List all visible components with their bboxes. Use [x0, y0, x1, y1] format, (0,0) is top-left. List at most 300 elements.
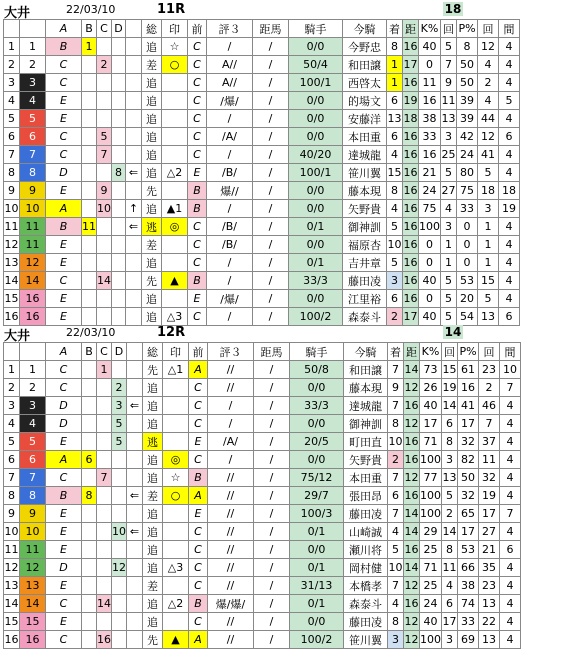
- table-row: [4, 128, 520, 146]
- jockey-cell: 藤本現: [343, 182, 387, 200]
- mark-c-cell: 1: [97, 361, 112, 379]
- distance-horse-cell: /: [254, 541, 290, 559]
- header-interval: 間: [499, 20, 520, 38]
- jockey-rate-cell: 40/20: [289, 146, 343, 164]
- header-mark-c: C: [97, 20, 112, 38]
- jockey-rate-cell: 0/1: [290, 559, 344, 577]
- position-cell: C: [188, 308, 207, 326]
- jockey-rate-cell: 0/1: [289, 254, 343, 272]
- horse-num-cell: 10: [20, 200, 46, 218]
- table-row: [4, 236, 520, 254]
- mark-c-cell: [97, 415, 112, 433]
- k-pct-cell: 40: [420, 397, 442, 415]
- k-pct-cell: 40: [420, 613, 442, 631]
- horse-num-cell: 6: [20, 451, 46, 469]
- finish-cell: 5: [388, 541, 404, 559]
- mark-d-cell: 5: [112, 415, 127, 433]
- mark-d-cell: [112, 218, 126, 236]
- header-runs-2: 回: [479, 343, 500, 361]
- mark-c-cell: [97, 254, 112, 272]
- grade-a-cell: E: [46, 541, 82, 559]
- eval-cell: //: [208, 577, 254, 595]
- table-row: [4, 290, 520, 308]
- mark-d-cell: [112, 451, 127, 469]
- position-cell: C: [189, 397, 208, 415]
- distance-cell: 16: [403, 200, 419, 218]
- interval-cell: 4: [499, 74, 520, 92]
- runs-2-cell: 22: [479, 613, 500, 631]
- jockey-rate-cell: 33/3: [289, 272, 343, 290]
- date-label: 22/03/10: [66, 3, 116, 16]
- p-pct-cell: 53: [458, 541, 479, 559]
- distance-cell: 16: [403, 290, 419, 308]
- distance-horse-cell: /: [253, 308, 289, 326]
- arrow-cell: ⇐: [126, 218, 142, 236]
- distance-cell: 16: [403, 146, 419, 164]
- distance-horse-cell: /: [253, 74, 289, 92]
- style-cell: 追: [143, 469, 163, 487]
- finish-cell: 2: [388, 451, 404, 469]
- mark-d-cell: 5: [112, 433, 127, 451]
- finish-cell: 6: [387, 92, 403, 110]
- mark-b-cell: [82, 631, 97, 649]
- finish-cell: 7: [388, 361, 404, 379]
- arrow-cell: [126, 110, 142, 128]
- distance-cell: 16: [404, 487, 420, 505]
- style-cell: 先: [143, 361, 163, 379]
- style-cell: 追: [143, 595, 163, 613]
- grade-a-cell: A: [46, 451, 82, 469]
- grade-a-cell: C: [46, 56, 82, 74]
- eval-cell: /: [207, 38, 253, 56]
- table-row: [4, 361, 521, 379]
- row-num-cell: 4: [4, 415, 20, 433]
- table-row: [4, 379, 521, 397]
- jockey-cell: 江里裕: [343, 290, 387, 308]
- row-num-cell: 13: [4, 254, 20, 272]
- header-mark-d: D: [112, 343, 127, 361]
- arrow-cell: [127, 451, 143, 469]
- header-p-pct: P%: [458, 343, 479, 361]
- mark-c-cell: [97, 451, 112, 469]
- k-pct-cell: 71: [420, 559, 442, 577]
- row-num-cell: 3: [4, 397, 20, 415]
- finish-cell: 7: [388, 505, 404, 523]
- runs-2-cell: 46: [479, 397, 500, 415]
- finish-cell: 8: [388, 613, 404, 631]
- row-num-cell: 11: [4, 218, 20, 236]
- mark-b-cell: [82, 361, 97, 379]
- header-eval: 評３: [208, 343, 254, 361]
- interval-cell: 4: [500, 613, 521, 631]
- race-table: [3, 19, 520, 326]
- jockey-rate-cell: 0/0: [289, 38, 343, 56]
- finish-cell: 10: [388, 559, 404, 577]
- grade-a-cell: E: [46, 433, 82, 451]
- k-pct-cell: 24: [419, 182, 441, 200]
- finish-cell: 4: [387, 200, 403, 218]
- grade-a-cell: C: [46, 469, 82, 487]
- mark-c-cell: [97, 236, 112, 254]
- header-finish: 着: [387, 20, 403, 38]
- arrow-cell: [127, 577, 143, 595]
- position-cell: C: [189, 577, 208, 595]
- field-count: 14: [444, 325, 462, 339]
- k-pct-cell: 16: [419, 92, 441, 110]
- header-interval: 間: [500, 343, 521, 361]
- eval-cell: //: [208, 487, 254, 505]
- jockey-rate-cell: 0/0: [289, 182, 343, 200]
- mark-d-cell: [112, 128, 126, 146]
- runs-2-cell: 1: [478, 254, 499, 272]
- header-arrow: [126, 20, 142, 38]
- grade-a-cell: E: [46, 110, 82, 128]
- mark-d-cell: [112, 361, 127, 379]
- header-arrow: [127, 343, 143, 361]
- eval-cell: //: [208, 505, 254, 523]
- arrow-cell: [127, 469, 143, 487]
- k-pct-cell: 16: [419, 146, 441, 164]
- style-cell: 追: [143, 523, 163, 541]
- grade-a-cell: B: [46, 218, 82, 236]
- mark-c-cell: [97, 613, 112, 631]
- mark-b-cell: [82, 469, 97, 487]
- grade-a-cell: C: [46, 361, 82, 379]
- race-header: [0, 2, 582, 19]
- mark-symbol-cell: [163, 415, 189, 433]
- mark-d-cell: [112, 290, 126, 308]
- mark-symbol-cell: ▲: [163, 631, 189, 649]
- horse-num-cell: 16: [20, 631, 46, 649]
- interval-cell: 4: [499, 236, 520, 254]
- horse-num-cell: 4: [20, 92, 46, 110]
- eval-cell: 爆/爆/: [208, 595, 254, 613]
- distance-cell: 16: [403, 74, 419, 92]
- p-pct-cell: 74: [458, 595, 479, 613]
- grade-a-cell: E: [46, 577, 82, 595]
- header-grade-a: A: [46, 20, 82, 38]
- position-cell: C: [188, 92, 207, 110]
- distance-horse-cell: /: [254, 361, 290, 379]
- runs-2-cell: 12: [478, 128, 499, 146]
- runs-2-cell: 5: [478, 164, 499, 182]
- position-cell: C: [188, 38, 207, 56]
- style-cell: 追: [142, 92, 162, 110]
- mark-d-cell: [112, 595, 127, 613]
- distance-cell: 14: [404, 361, 420, 379]
- mark-d-cell: [112, 631, 127, 649]
- table-row: [4, 92, 520, 110]
- horse-num-cell: 11: [20, 236, 46, 254]
- mark-symbol-cell: △2: [162, 164, 188, 182]
- venue-label: 大井: [4, 329, 31, 344]
- row-num-cell: 3: [4, 74, 20, 92]
- arrow-cell: ⇐: [127, 397, 143, 415]
- runs-2-cell: 17: [479, 505, 500, 523]
- horse-num-cell: 12: [20, 254, 46, 272]
- horse-num-cell: 7: [20, 146, 46, 164]
- k-pct-cell: 40: [419, 308, 441, 326]
- row-num-cell: 7: [4, 146, 20, 164]
- finish-cell: 2: [387, 308, 403, 326]
- p-pct-cell: 41: [458, 397, 479, 415]
- grade-a-cell: B: [46, 487, 82, 505]
- mark-c-cell: 14: [97, 595, 112, 613]
- arrow-cell: [127, 505, 143, 523]
- runs-2-cell: 19: [479, 487, 500, 505]
- jockey-cell: 瀬川将: [344, 541, 388, 559]
- runs-2-cell: 2: [478, 74, 499, 92]
- position-cell: C: [188, 218, 207, 236]
- horse-num-cell: 4: [20, 415, 46, 433]
- p-pct-cell: 50: [457, 56, 478, 74]
- eval-cell: //: [208, 541, 254, 559]
- distance-horse-cell: /: [254, 433, 290, 451]
- mark-b-cell: [82, 56, 97, 74]
- mark-symbol-cell: ◎: [162, 218, 188, 236]
- table-row: [4, 577, 521, 595]
- header-mark-symbol: 印: [162, 20, 188, 38]
- runs-cell: 3: [442, 631, 458, 649]
- k-pct-cell: 21: [419, 164, 441, 182]
- mark-b-cell: [82, 74, 97, 92]
- mark-c-cell: 16: [97, 631, 112, 649]
- runs-cell: 7: [441, 56, 457, 74]
- jockey-cell: 吉井章: [343, 254, 387, 272]
- distance-horse-cell: /: [254, 523, 290, 541]
- mark-d-cell: [112, 541, 127, 559]
- distance-horse-cell: /: [253, 290, 289, 308]
- mark-d-cell: [112, 236, 126, 254]
- p-pct-cell: 32: [458, 433, 479, 451]
- race-block-12r: [0, 325, 582, 647]
- mark-b-cell: 6: [82, 451, 97, 469]
- distance-horse-cell: /: [253, 92, 289, 110]
- distance-cell: 12: [404, 469, 420, 487]
- grade-a-cell: C: [46, 146, 82, 164]
- mark-symbol-cell: ☆: [162, 38, 188, 56]
- distance-cell: 14: [404, 523, 420, 541]
- p-pct-cell: 42: [457, 128, 478, 146]
- style-cell: 差: [143, 487, 163, 505]
- distance-horse-cell: /: [254, 577, 290, 595]
- p-pct-cell: 39: [457, 110, 478, 128]
- table-row: [4, 595, 521, 613]
- mark-symbol-cell: [163, 577, 189, 595]
- mark-d-cell: [112, 146, 126, 164]
- table-row: [4, 631, 521, 649]
- finish-cell: 4: [387, 146, 403, 164]
- eval-cell: /: [208, 397, 254, 415]
- eval-cell: /爆/: [207, 290, 253, 308]
- mark-b-cell: [82, 613, 97, 631]
- eval-cell: //: [208, 559, 254, 577]
- header-position: 前: [188, 20, 207, 38]
- mark-d-cell: [112, 110, 126, 128]
- runs-cell: 3: [441, 218, 457, 236]
- jockey-cell: 的場文: [343, 92, 387, 110]
- mark-c-cell: 7: [97, 146, 112, 164]
- distance-horse-cell: /: [254, 397, 290, 415]
- position-cell: E: [188, 164, 207, 182]
- p-pct-cell: 0: [457, 236, 478, 254]
- distance-horse-cell: /: [253, 272, 289, 290]
- k-pct-cell: 40: [419, 38, 441, 56]
- header-distance: 距: [403, 20, 419, 38]
- header-distance-horse: 距馬: [253, 20, 289, 38]
- row-num-cell: 10: [4, 523, 20, 541]
- mark-b-cell: 11: [82, 218, 97, 236]
- header-k-pct: K%: [420, 343, 442, 361]
- finish-cell: 7: [388, 577, 404, 595]
- jockey-cell: 矢野貴: [343, 200, 387, 218]
- runs-2-cell: 27: [479, 523, 500, 541]
- arrow-cell: ⇐: [127, 487, 143, 505]
- mark-b-cell: [82, 541, 97, 559]
- jockey-cell: 藤田凌: [343, 272, 387, 290]
- distance-horse-cell: /: [254, 631, 290, 649]
- row-num-cell: 5: [4, 110, 20, 128]
- mark-b-cell: 8: [82, 487, 97, 505]
- eval-cell: /: [207, 200, 253, 218]
- p-pct-cell: 53: [457, 272, 478, 290]
- header-eval: 評３: [207, 20, 253, 38]
- mark-d-cell: [112, 308, 126, 326]
- runs-2-cell: 2: [479, 379, 500, 397]
- mark-d-cell: [112, 74, 126, 92]
- style-cell: 先: [142, 182, 162, 200]
- interval-cell: 4: [499, 218, 520, 236]
- k-pct-cell: 33: [419, 128, 441, 146]
- table-row: [4, 397, 521, 415]
- distance-cell: 17: [403, 56, 419, 74]
- row-num-cell: 6: [4, 451, 20, 469]
- row-num-cell: 4: [4, 92, 20, 110]
- arrow-cell: [126, 236, 142, 254]
- p-pct-cell: 32: [458, 487, 479, 505]
- table-row: [4, 308, 520, 326]
- runs-cell: 2: [442, 505, 458, 523]
- distance-horse-cell: /: [253, 146, 289, 164]
- mark-d-cell: [112, 577, 127, 595]
- jockey-rate-cell: 100/2: [290, 631, 344, 649]
- table-row: [4, 164, 520, 182]
- distance-cell: 12: [404, 631, 420, 649]
- k-pct-cell: 0: [419, 254, 441, 272]
- distance-cell: 16: [404, 595, 420, 613]
- runs-2-cell: 1: [478, 218, 499, 236]
- style-cell: 追: [142, 128, 162, 146]
- runs-cell: 11: [441, 92, 457, 110]
- header-k-pct: K%: [419, 20, 441, 38]
- table-row: [4, 218, 520, 236]
- style-cell: 差: [142, 56, 162, 74]
- mark-b-cell: 1: [82, 38, 97, 56]
- position-cell: A: [189, 631, 208, 649]
- jockey-cell: 和田譲: [343, 56, 387, 74]
- runs-2-cell: 5: [478, 290, 499, 308]
- mark-symbol-cell: [162, 92, 188, 110]
- finish-cell: 5: [387, 218, 403, 236]
- mark-b-cell: [82, 200, 97, 218]
- style-cell: 追: [143, 379, 163, 397]
- style-cell: 追: [142, 308, 162, 326]
- table-row: [4, 451, 521, 469]
- k-pct-cell: 29: [420, 523, 442, 541]
- jockey-cell: 御神訓: [344, 415, 388, 433]
- k-pct-cell: 0: [419, 56, 441, 74]
- mark-c-cell: [97, 38, 112, 56]
- jockey-rate-cell: 100/1: [289, 164, 343, 182]
- jockey-cell: 藤田凌: [344, 505, 388, 523]
- distance-horse-cell: /: [254, 415, 290, 433]
- horse-num-cell: 6: [20, 128, 46, 146]
- mark-b-cell: [82, 559, 97, 577]
- p-pct-cell: 69: [458, 631, 479, 649]
- runs-cell: 5: [441, 290, 457, 308]
- k-pct-cell: 38: [419, 110, 441, 128]
- table-row: [4, 415, 521, 433]
- style-cell: 追: [142, 38, 162, 56]
- grade-a-cell: B: [46, 38, 82, 56]
- race-number: 12R: [157, 325, 186, 340]
- interval-cell: 4: [500, 577, 521, 595]
- jockey-cell: 安藤洋: [343, 110, 387, 128]
- mark-c-cell: 5: [97, 128, 112, 146]
- runs-cell: 6: [442, 415, 458, 433]
- runs-2-cell: 13: [478, 308, 499, 326]
- jockey-cell: 本田重: [343, 128, 387, 146]
- runs-cell: 9: [441, 74, 457, 92]
- position-cell: B: [188, 200, 207, 218]
- grade-a-cell: A: [46, 200, 82, 218]
- jockey-rate-cell: 0/0: [289, 236, 343, 254]
- mark-symbol-cell: ▲1: [162, 200, 188, 218]
- table-row: [4, 541, 521, 559]
- jockey-rate-cell: 0/1: [290, 595, 344, 613]
- mark-b-cell: [82, 272, 97, 290]
- eval-cell: /: [207, 254, 253, 272]
- style-cell: 追: [143, 541, 163, 559]
- finish-cell: 4: [388, 595, 404, 613]
- header-row: [4, 343, 521, 361]
- jockey-rate-cell: 20/5: [290, 433, 344, 451]
- runs-cell: 3: [441, 128, 457, 146]
- header-row-num: [4, 343, 20, 361]
- runs-cell: 4: [442, 577, 458, 595]
- interval-cell: 4: [499, 254, 520, 272]
- arrow-cell: [126, 182, 142, 200]
- interval-cell: 6: [500, 541, 521, 559]
- grade-a-cell: C: [46, 272, 82, 290]
- mark-symbol-cell: △1: [163, 361, 189, 379]
- p-pct-cell: 50: [458, 469, 479, 487]
- eval-cell: /: [207, 146, 253, 164]
- horse-num-cell: 13: [20, 577, 46, 595]
- interval-cell: 4: [499, 146, 520, 164]
- finish-cell: 1: [387, 56, 403, 74]
- header-mark-d: D: [112, 20, 126, 38]
- runs-cell: 13: [442, 469, 458, 487]
- arrow-cell: [126, 92, 142, 110]
- header-runs: 回: [442, 343, 458, 361]
- runs-2-cell: 32: [479, 469, 500, 487]
- field-count: 18: [444, 2, 462, 16]
- jockey-rate-cell: 0/1: [290, 523, 344, 541]
- distance-horse-cell: /: [254, 379, 290, 397]
- distance-cell: 16: [403, 182, 419, 200]
- header-runs-2: 回: [478, 20, 499, 38]
